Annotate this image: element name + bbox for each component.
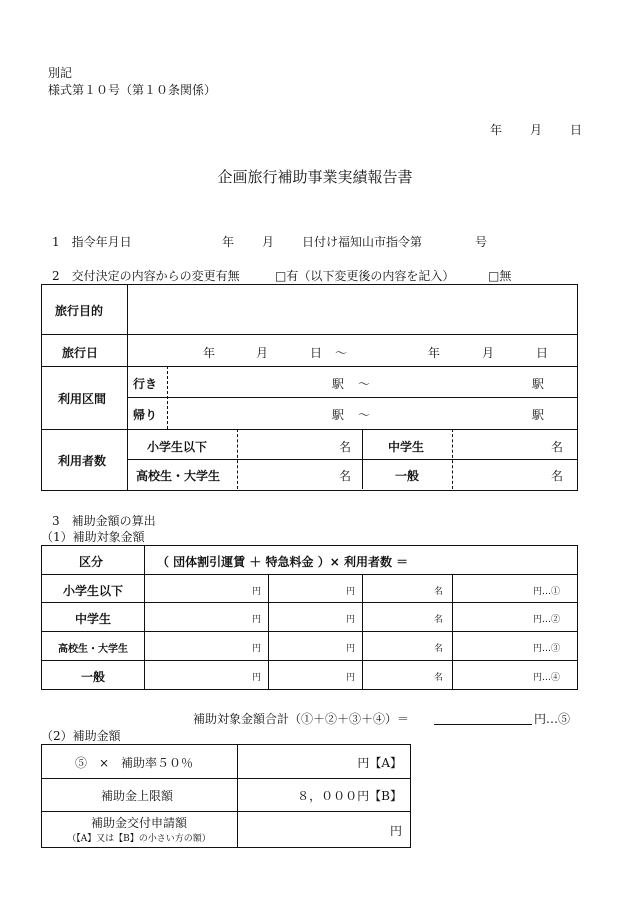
formula-header: （ 団体割引運賃 ＋ 特急料金 ）× 利用者数 ＝ (157, 555, 409, 569)
application-row-value: 円 (389, 824, 402, 838)
users-elementary-unit: 名 (339, 440, 352, 454)
outbound-label: 行き (133, 377, 158, 391)
row-junior-count-unit: 名 (434, 615, 444, 625)
inbound-tilde: ～ (358, 408, 371, 422)
row-elementary-count-unit: 名 (434, 587, 444, 597)
limit-row-label: 補助金上限額 (101, 789, 174, 803)
category-header: 区分 (79, 555, 104, 569)
row-highschool-label: 高校生・大学生 (58, 644, 128, 655)
application-row-note: （【A】又は【B】の小さい方の額） (67, 834, 211, 844)
rate-row-value: 円【A】 (357, 756, 402, 770)
travel-date-tilde: ～ (335, 346, 348, 360)
route-label: 利用区間 (58, 392, 107, 406)
users-elementary-label: 小学生以下 (147, 440, 208, 454)
travel-end-day: 日 (536, 346, 549, 360)
travel-date-day: 日 (310, 346, 323, 360)
travel-purpose-label: 旅行目的 (55, 304, 104, 318)
row-elementary-result: 円…① (533, 587, 561, 597)
row-junior-label: 中学生 (74, 612, 111, 626)
row-general-result: 円…④ (533, 673, 561, 683)
travel-date-year: 年 (203, 346, 216, 360)
row-general-label: 一般 (80, 670, 105, 684)
section1-text: 日付け福知山市指令第 (302, 235, 423, 249)
section1-month: 月 (262, 235, 275, 249)
date-month: 月 (530, 123, 543, 137)
outbound-from-station: 駅 (332, 377, 345, 391)
limit-row-value: ８，０００円【B】 (297, 789, 402, 803)
users-junior-unit: 名 (551, 440, 564, 454)
section1-label: 1 指令年月日 (52, 235, 132, 249)
outbound-tilde: ～ (358, 377, 371, 391)
form-number: 様式第１０号（第１０条関係） (48, 83, 217, 97)
travel-end-month: 月 (482, 346, 495, 360)
application-row-label: 補助金交付申請額 (90, 816, 187, 830)
section3-label: 3 補助金額の算出 (52, 514, 156, 528)
section1-year: 年 (222, 235, 235, 249)
section2-label: 2 交付決定の内容からの変更有無 (52, 269, 240, 283)
rate-row-label: ⑤ × 補助率５０％ (75, 756, 194, 770)
section1-number: 号 (475, 235, 488, 249)
outbound-to-station: 駅 (532, 377, 545, 391)
total-label: 補助対象金額合計（①＋②＋③＋④）＝ (193, 712, 410, 726)
total-unit: 円…⑤ (534, 712, 571, 726)
row-junior-fee-unit: 円 (346, 615, 356, 625)
row-highschool-fee-unit: 円 (346, 644, 356, 654)
travel-date-month: 月 (256, 346, 269, 360)
users-highschool-unit: 名 (339, 469, 352, 483)
date-day: 日 (570, 123, 583, 137)
option-no-checkbox[interactable]: □無 (488, 269, 512, 283)
users-label: 利用者数 (58, 454, 107, 468)
row-highschool-result: 円…③ (533, 644, 561, 654)
row-general-fee-unit: 円 (346, 673, 356, 683)
users-junior-label: 中学生 (388, 440, 425, 454)
travel-date-label: 旅行日 (62, 346, 99, 360)
inbound-label: 帰り (133, 408, 158, 422)
users-highschool-label: 高校生・大学生 (136, 469, 221, 483)
row-junior-fare-unit: 円 (252, 615, 262, 625)
page-title: 企画旅行補助事業実績報告書 (217, 168, 413, 186)
row-general-count-unit: 名 (434, 673, 444, 683)
row-highschool-count-unit: 名 (434, 644, 444, 654)
section3-sub1: （1）補助対象金額 (41, 530, 145, 544)
row-general-fare-unit: 円 (252, 673, 262, 683)
appendix-label: 別記 (48, 66, 73, 80)
total-amount-underline (434, 724, 532, 725)
date-year: 年 (490, 123, 503, 137)
row-highschool-fare-unit: 円 (252, 644, 262, 654)
section3-sub2: （2）補助金額 (41, 729, 121, 743)
inbound-to-station: 駅 (532, 408, 545, 422)
row-elementary-fee-unit: 円 (346, 587, 356, 597)
travel-end-year: 年 (428, 346, 441, 360)
row-elementary-label: 小学生以下 (62, 584, 123, 598)
option-yes-checkbox[interactable]: □有（以下変更後の内容を記入） (275, 269, 455, 283)
users-general-label: 一般 (395, 469, 420, 483)
inbound-from-station: 駅 (332, 408, 345, 422)
row-junior-result: 円…② (533, 615, 561, 625)
row-elementary-fare-unit: 円 (252, 587, 262, 597)
users-general-unit: 名 (551, 469, 564, 483)
